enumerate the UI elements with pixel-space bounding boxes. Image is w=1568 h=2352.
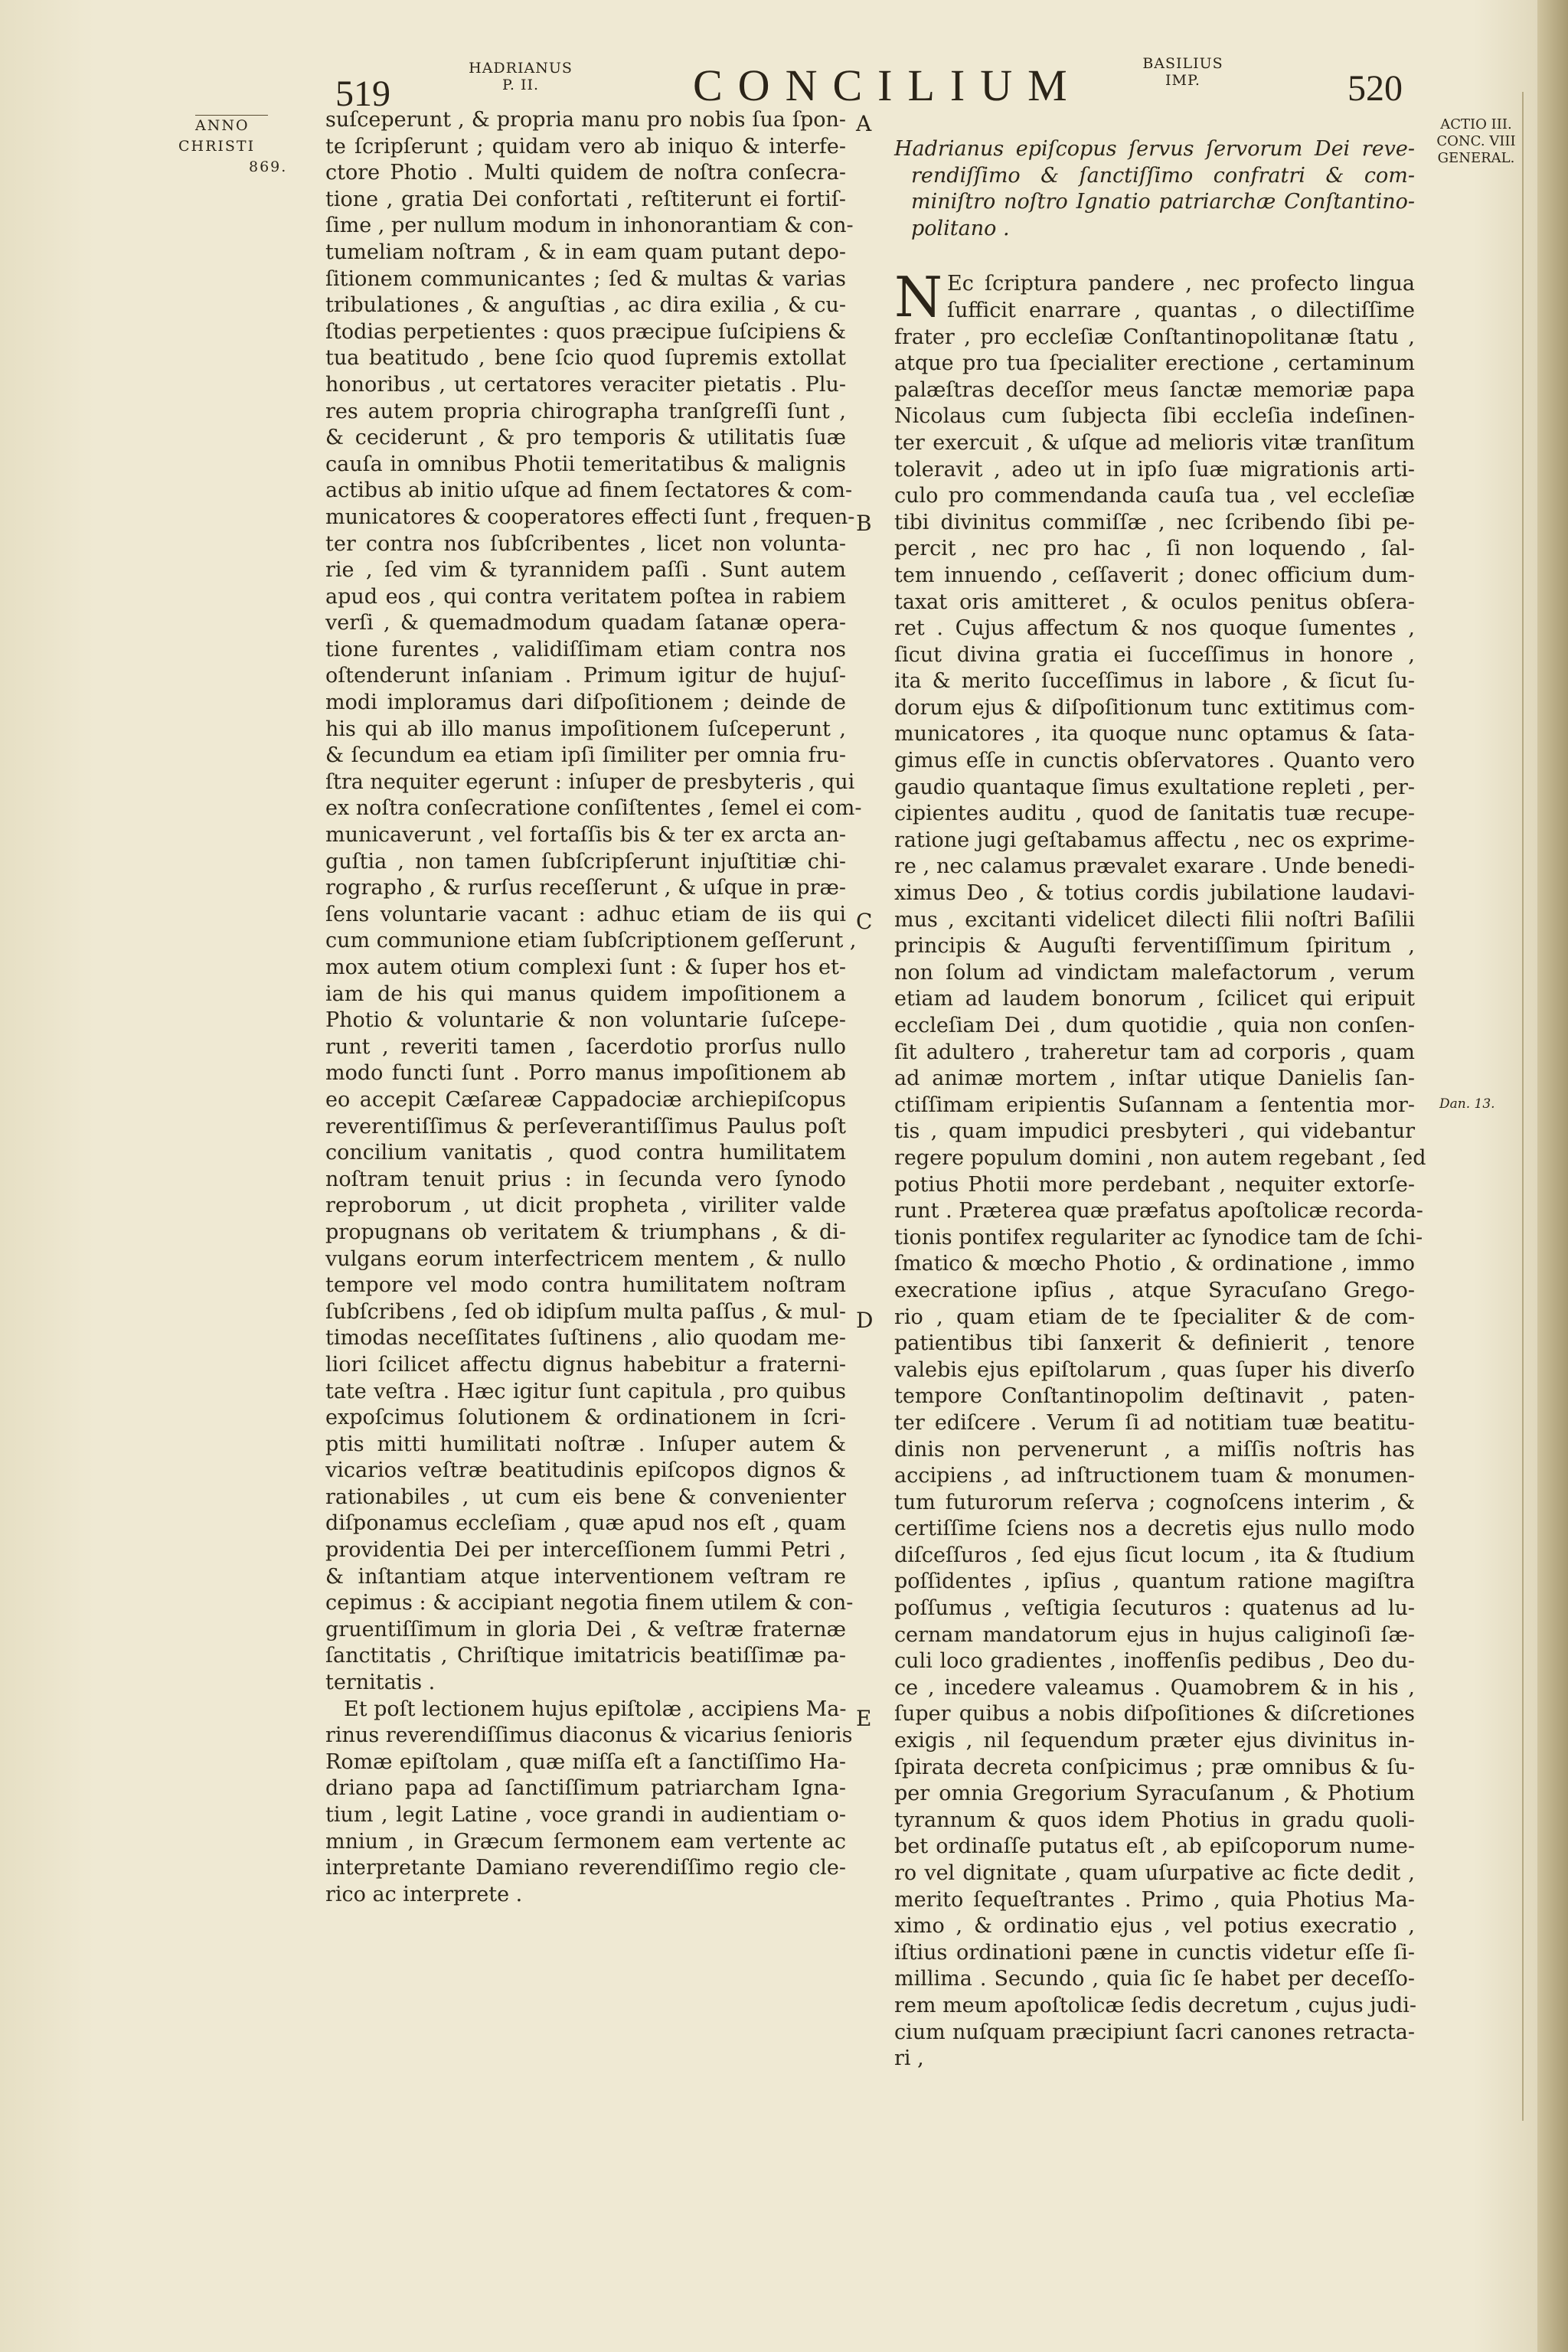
text-line: atque pro tua ſpecialiter erectione , certaminum bbox=[894, 351, 1415, 376]
text-line: execratione ipſius , atque Syracuſano Grego- bbox=[894, 1278, 1415, 1302]
text-line: tyrannum & quos idem Photius in gradu quoli- bbox=[894, 1808, 1415, 1832]
text-line: concilium vanitatis , quod contra humilitatem bbox=[325, 1141, 846, 1165]
text-line: exigis , nil ſequendum præter ejus divinitus in- bbox=[894, 1729, 1415, 1753]
text-line: cauſa in omnibus Photii temeritatibus & malignis bbox=[325, 452, 846, 476]
text-line: actibus ab initio uſque ad finem ſectatores & com- bbox=[325, 479, 853, 503]
margin-christi: CHRISTI bbox=[178, 138, 256, 155]
margin-actio bbox=[1430, 116, 1522, 167]
text-line: per omnia Gregorium Syracuſanum , & Photium bbox=[894, 1782, 1415, 1806]
running-head-right bbox=[1137, 55, 1229, 89]
text-line: ſubſcribens , ſed ob idipſum multa paſſus , & mul- bbox=[325, 1299, 846, 1324]
text-line: potius Photii more perdebant , nequiter extorſe- bbox=[894, 1172, 1415, 1197]
text-line: ri , bbox=[894, 2047, 924, 2071]
text-line: culo pro commendanda cauſa tua , vel eccleſiæ bbox=[894, 484, 1415, 508]
text-line: miniſtro noſtro Ignatio patriarchæ Conſtantino- bbox=[911, 190, 1415, 214]
text-line: ita & merito ſucceſſimus in labore , & ſicut ſu- bbox=[894, 669, 1415, 694]
text-line: guſtia , non tamen ſubſcripſerunt injuſtitiæ chi- bbox=[325, 849, 846, 874]
text-line: Et poſt lectionem hujus epiſtolæ , accipiens Ma- bbox=[344, 1697, 847, 1721]
text-line: ſmatico & mœcho Photio , & ordinatione , immo bbox=[894, 1252, 1415, 1276]
running-head-left-line2: P. II. bbox=[501, 77, 540, 93]
text-line: regere populum domini , non autem regebant , ſed bbox=[894, 1145, 1426, 1170]
text-line: honoribus , ut certatores veraciter pietatis . Plu- bbox=[325, 372, 846, 397]
text-line: ce , incedere valeamus . Quamobrem & in his , bbox=[894, 1675, 1415, 1700]
text-line: ad animæ mortem , inſtar utique Danielis ſan- bbox=[894, 1067, 1415, 1091]
page-title: CONCILIUM bbox=[693, 60, 1083, 110]
text-line: ſuper quibus a nobis diſpoſitiones & diſcretiones bbox=[894, 1702, 1415, 1726]
text-line: oſtenderunt inſaniam . Primum igitur de hujuſ- bbox=[325, 664, 846, 688]
text-line: tum futurorum reſerva ; cognoſcens interim , & bbox=[894, 1490, 1415, 1514]
text-line: tione furentes , validiſſimam etiam contra nos bbox=[325, 637, 846, 662]
text-line: dinis non pervenerunt , a miſſis noſtris has bbox=[894, 1437, 1415, 1462]
text-line: Ec ſcriptura pandere , nec profecto lingua bbox=[947, 272, 1415, 296]
text-line: Hadrianus epiſcopus ſervus ſervorum Dei reve- bbox=[894, 137, 1415, 161]
text-line: modo functi ſunt . Porro manus impoſitionem ab bbox=[325, 1061, 846, 1086]
text-line: liori ſcilicet affectu dignus habebitur a fraterni- bbox=[325, 1352, 846, 1377]
text-line: rie , ſed vim & tyrannidem paſſi . Sunt autem bbox=[325, 558, 846, 583]
text-line: tumeliam noſtram , & in eam quam putant depo- bbox=[325, 240, 846, 264]
text-line: ptis mitti humilitati noſtræ . Inſuper autem & bbox=[325, 1432, 846, 1456]
section-letter-d: D bbox=[856, 1308, 874, 1333]
text-line: cium nuſquam præcipiunt ſacri canones retracta- bbox=[894, 2020, 1415, 2044]
text-line: ctiſſimam eripientis Suſannam a ſententia mor- bbox=[894, 1093, 1415, 1117]
text-line: rationabiles , ut cum eis bene & convenienter bbox=[325, 1485, 846, 1509]
text-line: rico ac interprete . bbox=[325, 1882, 523, 1906]
text-line: Nicolaus cum ſubjecta ſibi eccleſia indeſinen- bbox=[894, 404, 1415, 429]
column-left-text bbox=[325, 107, 862, 1697]
text-line: tate veſtra . Hæc igitur ſunt capitula , pro quibus bbox=[325, 1379, 846, 1403]
text-line: gruentiſſimum in gloria Dei , & veſtræ fraternæ bbox=[325, 1617, 846, 1642]
text-line: accipiens , ad inſtructionem tuam & monumen- bbox=[894, 1464, 1415, 1488]
text-line: propugnans ob veritatem & triumphans , & di- bbox=[325, 1220, 846, 1244]
column-left bbox=[325, 107, 862, 1908]
text-line: poſſumus , veſtigia ſecuturos : quatenus ad lu- bbox=[894, 1596, 1415, 1621]
text-line: ſicut divina gratia ei ſucceſſimus in honore , bbox=[894, 642, 1415, 667]
text-line: cernam mandatorum ejus in hujus caliginoſi ſæ- bbox=[894, 1622, 1415, 1647]
margin-actio-line1: ACTIO III. bbox=[1440, 116, 1512, 132]
letter-heading bbox=[894, 136, 1415, 242]
text-line: mus , excitanti videlicet dilecti filii noſtri Baſilii bbox=[894, 907, 1415, 932]
text-line: patientibus tibi ſanxerit & definierit , tenore bbox=[894, 1331, 1415, 1356]
text-line: cepimus : & accipiant negotia finem utilem & con- bbox=[325, 1591, 854, 1615]
text-line: runt , reveriti tamen , ſacerdotio prorſus nullo bbox=[325, 1034, 846, 1059]
running-head-left bbox=[467, 60, 574, 93]
text-line: ret . Cujus affectum & nos quoque ſumentes , bbox=[894, 616, 1415, 641]
text-line: valebis ejus epiſtolarum , quas ſuper his diverſo bbox=[894, 1357, 1415, 1382]
text-line: poſſidentes , ipſius , quantum ratione magiſtra bbox=[894, 1570, 1415, 1594]
column-right bbox=[894, 136, 1426, 2073]
text-line: re , nec calamus prævalet exarare . Unde benedi- bbox=[894, 854, 1415, 879]
text-line: tibi divinitus commiſſæ , nec ſcribendo ſibi pe- bbox=[894, 510, 1415, 534]
text-line: frater , pro eccleſiæ Conſtantinopolitanæ ſtatu , bbox=[894, 325, 1415, 349]
page-number-left: 519 bbox=[335, 74, 390, 114]
text-line: his qui ab illo manus impoſitionem ſuſceperunt , bbox=[325, 717, 846, 741]
text-line: ex noſtra conſecratione conſiſtentes , ſemel ei com- bbox=[325, 796, 862, 821]
text-line: & ſecundum ea etiam ipſi ſimiliter per omnia fru- bbox=[325, 743, 846, 768]
text-line: etiam ad laudem bonorum , ſcilicet qui eripuit bbox=[894, 987, 1415, 1011]
text-line: apud eos , qui contra veritatem poſtea in rabiem bbox=[325, 584, 846, 609]
text-line: eccleſiam Dei , dum quotidie , quia non conſen- bbox=[894, 1014, 1415, 1037]
text-line: ſit adultero , traheretur tam ad corporis , quam bbox=[894, 1040, 1415, 1064]
text-line: ſtra nequiter egerunt : inſuper de presbyteris , qui bbox=[325, 769, 855, 794]
text-line: tempore Conſtantinopolim deſtinavit , paten- bbox=[894, 1384, 1415, 1409]
margin-actio-line3: GENERAL. bbox=[1437, 150, 1515, 166]
page-number-right: 520 bbox=[1348, 68, 1403, 109]
text-line: Photio & voluntarie & non voluntarie ſuſcepe- bbox=[325, 1008, 846, 1033]
margin-note-daniel: Dan. 13. bbox=[1439, 1096, 1495, 1112]
text-line: eo accepit Cæſareæ Cappadociæ archiepiſcopus bbox=[325, 1087, 846, 1112]
text-line: reproborum , ut dicit propheta , viriliter valde bbox=[325, 1194, 846, 1218]
text-line: cipientes auditu , quod de ſanitatis tuæ recupe- bbox=[894, 802, 1415, 826]
text-line: ter ediſcere . Verum ſi ad notitiam tuæ beatitu- bbox=[894, 1410, 1415, 1435]
text-line: noſtram tenuit prius : in ſecunda vero ſynodo bbox=[325, 1167, 846, 1191]
text-line: tem innuendo , ceſſaverit ; donec officium dum- bbox=[894, 563, 1415, 587]
column-left-paragraph-2 bbox=[325, 1697, 853, 1909]
text-line: expoſcimus ſolutionem & ordinationem in ſcri- bbox=[325, 1406, 846, 1430]
text-line: suſceperunt , & propria manu pro nobis ſua ſpon- bbox=[325, 108, 846, 132]
text-line: ſtodias perpetientes : quos præcipue ſuſcipiens & bbox=[325, 319, 846, 344]
text-line: bet ordinaſſe putatus eſt , ab epiſcoporum nume- bbox=[894, 1834, 1415, 1859]
text-line: ſime , per nullum modum in inhonorantiam & con- bbox=[325, 214, 854, 238]
text-line: diſceſſuros , ſed ejus ſicut locum , ita & ſtudium bbox=[894, 1543, 1415, 1567]
text-line: tua beatitudo , bene ſcio quod ſupremis extollat bbox=[325, 346, 846, 371]
margin-date bbox=[178, 115, 318, 178]
text-line: ſpirata decreta conſpicimus ; præ omnibus & ſu- bbox=[894, 1755, 1415, 1779]
text-line: gaudio quantaque ſimus exultatione repleti , per- bbox=[894, 775, 1415, 799]
text-line: driano papa ad ſanctiſſimum patriarcham Igna- bbox=[325, 1776, 846, 1801]
text-line: rendiſſimo & ſanctiſſimo confratri & com- bbox=[911, 163, 1415, 188]
text-line: cum communione etiam ſubſcriptionem geſſerunt , bbox=[325, 929, 857, 953]
running-head-right-line1: BASILIUS bbox=[1142, 55, 1223, 72]
text-line: Romæ epiſtolam , quæ miſſa eſt a ſanctiſſimo Ha- bbox=[325, 1749, 846, 1774]
text-line: ſitionem communicantes ; ſed & multas & varias bbox=[325, 266, 846, 291]
text-line: non ſolum ad vindictam malefactorum , verum bbox=[894, 960, 1415, 985]
text-line: culi loco gradientes , inoffenſis pedibus , Deo du- bbox=[894, 1649, 1415, 1674]
text-line: tribulationes , & anguſtias , ac dira exilia , & cu- bbox=[325, 293, 846, 318]
text-line: ro vel dignitate , quam uſurpative ac ficte dedit , bbox=[894, 1861, 1415, 1885]
running-head-right-line2: IMP. bbox=[1165, 72, 1200, 89]
text-line: taxat oris amitteret , & oculos penitus obſera- bbox=[894, 590, 1415, 614]
text-line: gimus eſſe in cunctis obſervatores . Quanto vero bbox=[894, 749, 1415, 773]
text-line: diſponamus eccleſiam , quæ apud nos eſt , quam bbox=[325, 1511, 846, 1536]
text-line: ter exercuit , & uſque ad melioris vitæ tranſitum bbox=[894, 430, 1415, 455]
text-line: municatores & cooperatores effecti ſunt , frequen- bbox=[325, 505, 855, 529]
text-line: ctore Photio . Multi quidem de noſtra conſecra- bbox=[325, 161, 846, 185]
text-line: res autem propria chirographa tranſgreſſi ſunt , bbox=[325, 399, 846, 423]
text-line: ximo , & ordinatio ejus , vel potius execratio , bbox=[894, 1914, 1415, 1939]
text-line: toleravit , adeo ut in ipſo ſuæ migrationis arti- bbox=[894, 457, 1415, 482]
margin-actio-line2: CONC. VIII bbox=[1436, 133, 1516, 149]
text-line: interpretante Damiano reverendiſſimo regio cle- bbox=[325, 1856, 846, 1880]
section-letter-c: C bbox=[856, 909, 873, 934]
text-line: vicarios veſtræ beatitudinis epiſcopos dignos & bbox=[325, 1459, 846, 1483]
text-line: municatores , ita quoque nunc optamus & ſata- bbox=[894, 722, 1415, 746]
text-line: verſi , & quemadmodum quadam ſatanæ opera- bbox=[325, 611, 846, 635]
text-line: providentia Dei per interceſſionem ſummi Petri , bbox=[325, 1538, 846, 1563]
section-letter-b: B bbox=[856, 511, 872, 536]
text-line: certiſſime ſciens nos a decretis ejus nullo modo bbox=[894, 1517, 1415, 1541]
text-line: ximus Deo , & totius cordis jubilatione laudavi- bbox=[894, 881, 1415, 906]
text-line: iam de his qui manus quidem impoſitionem a bbox=[325, 982, 846, 1006]
text-line: tis , quam impudici presbyteri , qui videbantur bbox=[894, 1119, 1415, 1144]
dropcap: N bbox=[894, 265, 942, 330]
text-line: reverentiſſimus & perſeverantiſſimus Paulus poſt bbox=[325, 1114, 846, 1138]
section-letter-a: A bbox=[856, 111, 872, 136]
text-line: percit , nec pro hac , ſi non loquendo , ſal- bbox=[894, 537, 1415, 561]
section-letter-e: E bbox=[856, 1706, 872, 1731]
text-line: tempore vel modo contra humilitatem noſtram bbox=[325, 1273, 846, 1298]
text-line: rographo , & rurſus receſſerunt , & uſque in præ- bbox=[325, 876, 846, 900]
text-line: tionis pontifex regulariter ac ſynodice tam de ſchi- bbox=[894, 1225, 1423, 1250]
text-line: ſufficit enarrare , quantas , o dilectiſſime bbox=[947, 298, 1415, 322]
text-line: ternitatis . bbox=[325, 1671, 436, 1695]
text-line: mox autem otium complexi ſunt : & ſuper hos et- bbox=[325, 956, 846, 979]
letter-body bbox=[894, 265, 1426, 2072]
text-line: tione , gratia Dei confortati , reſtiterunt ei fortiſ- bbox=[325, 187, 846, 211]
text-line: merito ſequeſtrantes . Primo , quia Photius Ma- bbox=[894, 1887, 1415, 1912]
letter-body-text bbox=[894, 265, 1426, 2072]
text-line: iſtius ordinationi pæne in cunctis videtur eſſe ſi- bbox=[894, 1940, 1415, 1965]
gutter-line bbox=[1522, 92, 1524, 2121]
margin-year: 869. bbox=[249, 158, 288, 175]
text-line: tium , legit Latine , voce grandi in audientiam o- bbox=[325, 1803, 846, 1827]
text-line: modi imploramus dari diſpoſitionem ; deinde de bbox=[325, 691, 846, 715]
text-line: palæſtras deceſſor meus ſanctæ memoriæ papa bbox=[894, 377, 1415, 402]
text-line: ratione jugi geſtabamus affectu , nec os exprime- bbox=[894, 828, 1415, 852]
text-line: rinus reverendiſſimus diaconus & vicarius ſenioris bbox=[325, 1723, 853, 1748]
text-line: te ſcripſerunt ; quidam vero ab iniquo & interfe- bbox=[325, 134, 846, 158]
text-line: vulgans eorum interfectricem mentem , & nullo bbox=[325, 1246, 846, 1271]
text-line: ter contra nos ſubſcribentes , licet non volunta- bbox=[325, 531, 846, 556]
text-line: timodas neceſſitates ſuſtinens , alio quodam me- bbox=[325, 1326, 846, 1351]
text-line: ſanctitatis , Chriſtique imitatricis beatiſſimæ pa- bbox=[325, 1644, 846, 1668]
text-line: dorum ejus & diſpoſitionum tunc extitimus com- bbox=[894, 695, 1415, 720]
text-line: municaverunt , vel fortaſſis bis & ter ex arcta an- bbox=[325, 823, 846, 848]
text-line: politano . bbox=[911, 216, 1010, 240]
text-line: rio , quam etiam de te ſpecialiter & de com- bbox=[894, 1305, 1415, 1329]
text-line: & ceciderunt , & pro temporis & utilitatis ſuæ bbox=[325, 426, 846, 450]
text-line: principis & Auguſti ferventiſſimum ſpiritum , bbox=[894, 934, 1415, 959]
margin-anno: ANNO bbox=[195, 115, 268, 136]
text-line: ſens voluntarie vacant : adhuc etiam de iis qui bbox=[325, 902, 846, 926]
running-head-left-line1: HADRIANUS bbox=[469, 60, 573, 77]
text-line: millima . Secundo , quia ſic ſe habet per deceſſo- bbox=[894, 1967, 1415, 1991]
text-line: runt . Præterea quæ præfatus apoſtolicæ recorda- bbox=[894, 1199, 1423, 1223]
book-spine bbox=[1537, 0, 1568, 2352]
text-line: rem meum apoſtolicæ ſedis decretum , cujus judi- bbox=[894, 1993, 1417, 2017]
text-line: & inſtantiam atque interventionem veſtram re bbox=[325, 1564, 846, 1589]
text-line: mnium , in Græcum ſermonem eam vertente ac bbox=[325, 1829, 846, 1854]
